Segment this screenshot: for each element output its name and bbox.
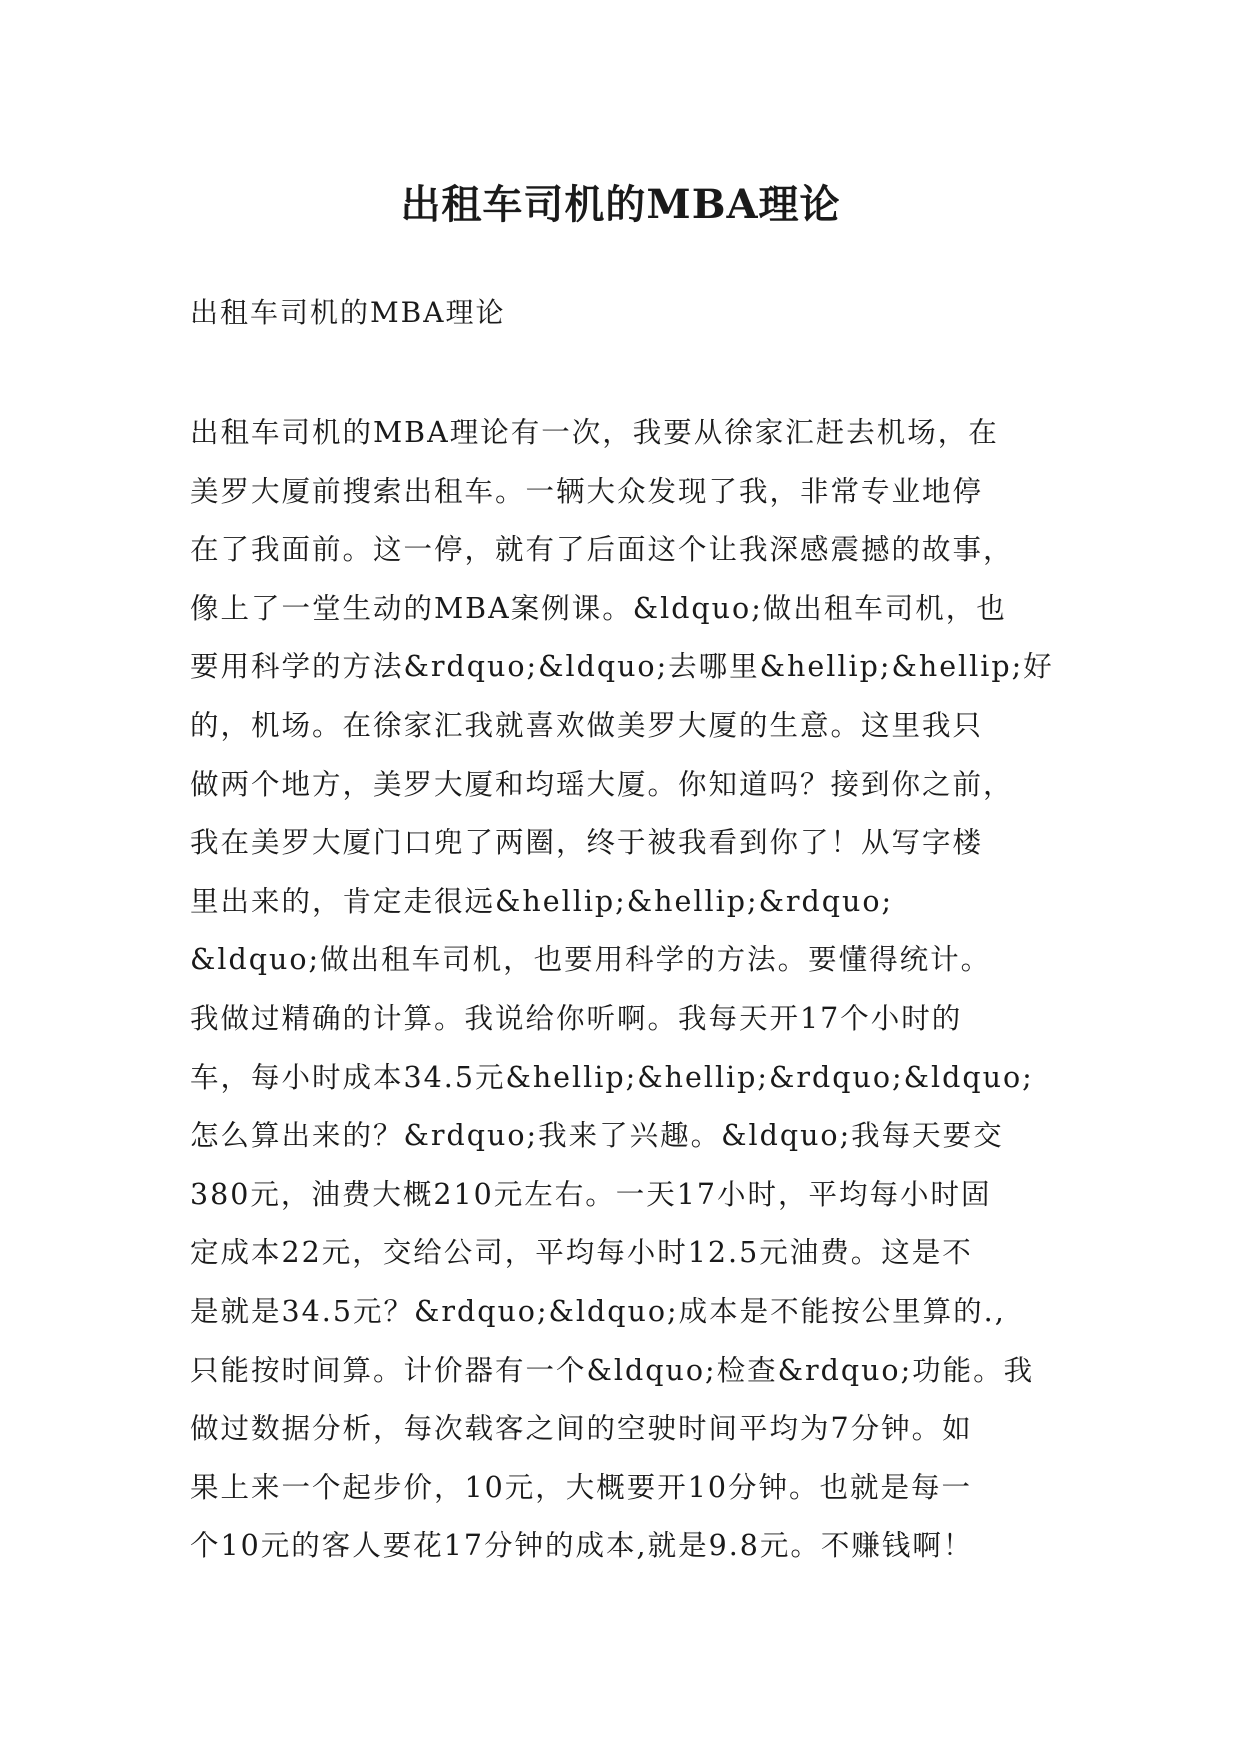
- body-line: 出租车司机的MBA理论有一次，我要从徐家汇赶去机场，在: [190, 416, 999, 449]
- document-subtitle: 出租车司机的MBA理论: [190, 296, 506, 329]
- body-line: 定成本22元，交给公司，平均每小时12.5元油费。这是不: [190, 1236, 973, 1270]
- body-line: 车，每小时成本34.5元&hellip;&hellip;&rdquo;&ldquo;: [190, 1060, 1034, 1094]
- page-title: 出租车司机的MBA理论: [400, 180, 841, 228]
- body-line: 的，机场。在徐家汇我就喜欢做美罗大厦的生意。这里我只: [190, 708, 984, 742]
- body-line: 是就是34.5元？&rdquo;&ldquo;成本是不能按公里算的.,: [190, 1294, 1006, 1328]
- body-line: 美罗大厦前搜索出租车。一辆大众发现了我，非常专业地停: [190, 474, 984, 508]
- body-line: &ldquo;做出租车司机，也要用科学的方法。要懂得统计。: [190, 943, 992, 977]
- body-line: 我做过精确的计算。我说给你听啊。我每天开17个小时的: [190, 1001, 963, 1035]
- body-line: 只能按时间算。计价器有一个&ldquo;检查&rdquo;功能。我: [190, 1353, 1035, 1387]
- body-line: 里出来的，肯定走很远&hellip;&hellip;&rdquo;: [190, 884, 894, 918]
- body-line: 做两个地方，美罗大厦和均瑶大厦。你知道吗？接到你之前，: [190, 767, 1014, 801]
- body-line: 我在美罗大厦门口兜了两圈，终于被我看到你了！从写字楼: [190, 826, 984, 860]
- body-line: 像上了一堂生动的MBA案例课。&ldquo;做出租车司机，也: [190, 591, 1007, 625]
- body-line: 在了我面前。这一停，就有了后面这个让我深感震撼的故事，: [190, 533, 1014, 567]
- body-line: 个10元的客人要花17分钟的成本,就是9.8元。不赚钱啊！: [190, 1529, 974, 1563]
- body-line: 怎么算出来的？&rdquo;我来了兴趣。&ldquo;我每天要交: [190, 1119, 1004, 1153]
- body-line: 380元，油费大概210元左右。一天17小时，平均每小时固: [190, 1177, 992, 1211]
- body-line: 做过数据分析，每次载客之间的空驶时间平均为7分钟。如: [190, 1412, 973, 1446]
- body-line: 要用科学的方法&rdquo;&ldquo;去哪里&hellip;&hellip;好: [190, 650, 1054, 684]
- body-line: 果上来一个起步价，10元，大概要开10分钟。也就是每一: [190, 1470, 973, 1504]
- body-text: [190, 404, 1070, 1576]
